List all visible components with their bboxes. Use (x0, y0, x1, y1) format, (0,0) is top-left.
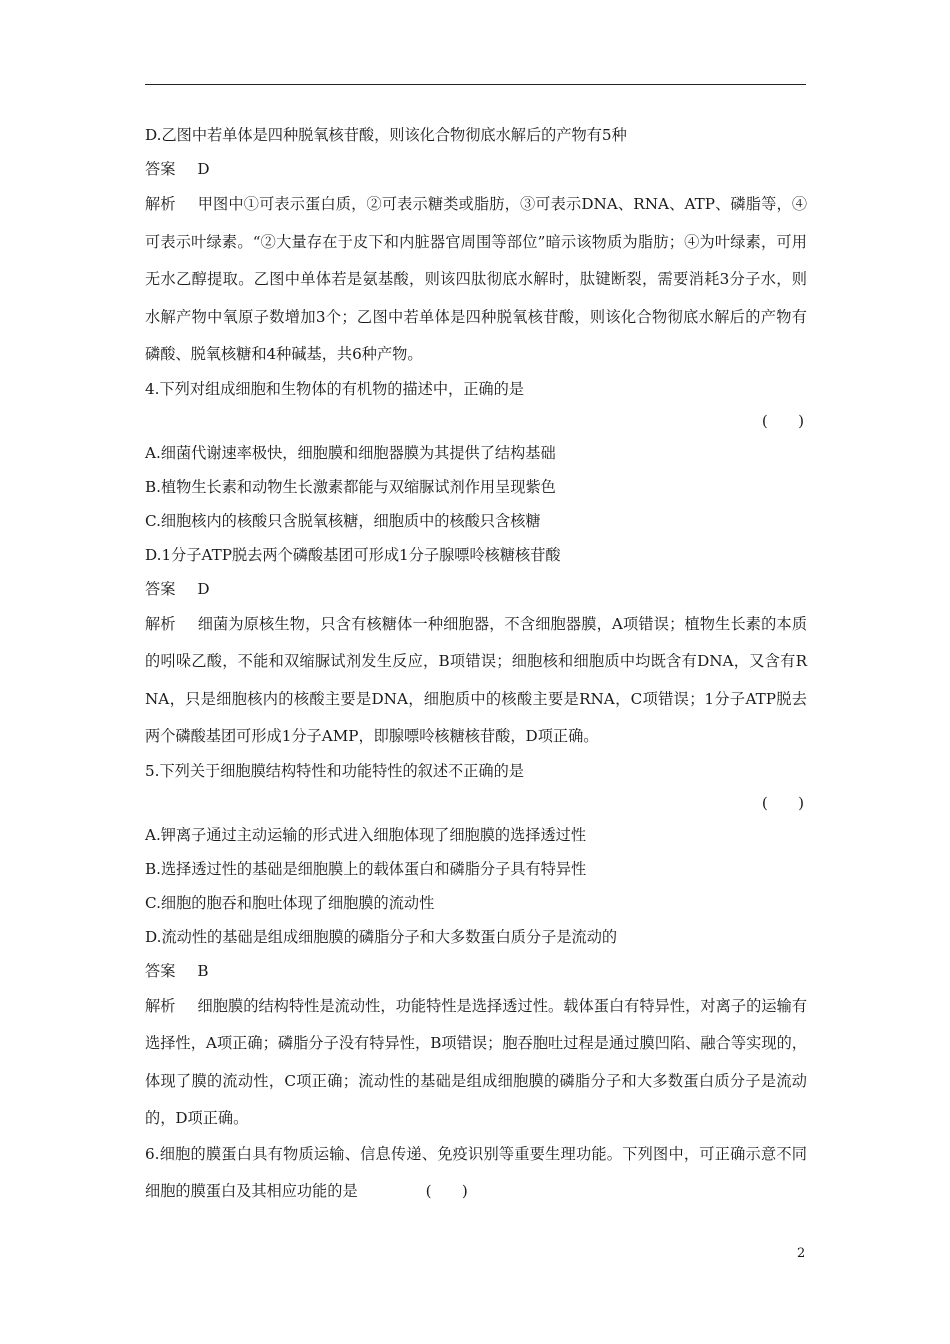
analysis-label: 解析 (145, 996, 176, 1015)
answer-value: D (197, 160, 210, 178)
q5-option-c: C.细胞的胞吞和胞吐体现了细胞膜的流动性 (145, 893, 435, 912)
q4-option-d: D.1分子ATP脱去两个磷酸基团可形成1分子腺嘌呤核糖核苷酸 (145, 545, 561, 564)
page-number: 2 (797, 1246, 806, 1261)
q4-answer-blank: ( ) (761, 411, 805, 430)
q6-answer-blank: ( ) (425, 1182, 468, 1200)
analysis-label: 解析 (145, 195, 176, 213)
page-content (145, 118, 807, 1209)
analysis-text: 甲图中①可表示蛋白质，②可表示糖类或脂肪，③可表示DNA、RNA、ATP、磷脂等，④可表示叶绿素。“②大量存在于皮下和内脏器官周围等部位”暗示该物质为脂肪；④为叶绿素，可用无水乙醇提取。乙图中单体若是氨基酸，则该四肽彻底水解时，肽键断裂，需要消耗3分子水，则水解产物中氧原子数增加3个；乙图中若单体是四种脱氧核苷酸，则该化合物彻底水解后的产物有磷酸、脱氧核糖和4种碱基，共6种产物。 (145, 195, 808, 363)
q5-option-b: B.选择透过性的基础是细胞膜上的载体蛋白和磷脂分子具有特异性 (145, 859, 587, 878)
q4-stem: 4.下列对组成细胞和生物体的有机物的描述中，正确的是 (145, 379, 524, 398)
q5-option-a: A.钾离子通过主动运输的形式进入细胞体现了细胞膜的选择透过性 (145, 825, 587, 844)
q5-answer (145, 954, 807, 988)
analysis-text: 细胞膜的结构特性是流动性，功能特性是选择透过性。载体蛋白有特异性，对离子的运输有选择性，A项正确；磷脂分子没有特异性，B项错误；胞吞胞吐过程是通过膜凹陷、融合等实现的，体现了膜的流动性，C项正确；流动性的基础是组成细胞膜的磷脂分子和大多数蛋白质分子是流动的，D项正确。 (145, 996, 808, 1127)
q5-analysis (145, 988, 807, 1138)
q4-answer (145, 572, 807, 606)
q4-analysis (145, 606, 807, 756)
q6-stem-text: 6.细胞的膜蛋白具有物质运输、信息传递、免疫识别等重要生理功能。下列图中，可正确示意不同细胞的膜蛋白及其相应功能的是 (145, 1144, 807, 1200)
q3-answer (145, 152, 807, 186)
answer-value: D (197, 579, 210, 598)
answer-value: B (197, 961, 209, 980)
q5-answer-blank: ( ) (761, 793, 805, 812)
q3-analysis (145, 186, 807, 374)
header-rule (145, 84, 806, 85)
analysis-text: 细菌为原核生物，只含有核糖体一种细胞器，不含细胞器膜，A项错误；植物生长素的本质的吲哚乙酸，不能和双缩脲试剂发生反应，B项错误；细胞核和细胞质中均既含有DNA，又含有RNA，只是细胞核内的核酸主要是DNA，细胞质中的核酸主要是RNA，C项错误；1分子ATP脱去两个磷酸基团可形成1分子AMP，即腺嘌呤核糖核苷酸，D项正确。 (145, 614, 808, 745)
answer-label: 答案 (145, 579, 176, 598)
q4-option-c: C.细胞核内的核酸只含脱氧核糖，细胞质中的核酸只含核糖 (145, 511, 541, 530)
q6-stem (145, 1136, 807, 1211)
q5-stem: 5.下列关于细胞膜结构特性和功能特性的叙述不正确的是 (145, 761, 524, 780)
analysis-label: 解析 (145, 614, 176, 633)
answer-label: 答案 (145, 961, 176, 980)
q3-option-d: D.乙图中若单体是四种脱氧核苷酸，则该化合物彻底水解后的产物有5种 (145, 126, 627, 144)
q4-option-b: B.植物生长素和动物生长激素都能与双缩脲试剂作用呈现紫色 (145, 477, 556, 496)
q4-option-a: A.细菌代谢速率极快，细胞膜和细胞器膜为其提供了结构基础 (145, 443, 556, 462)
answer-label: 答案 (145, 160, 176, 178)
q5-option-d: D.流动性的基础是组成细胞膜的磷脂分子和大多数蛋白质分子是流动的 (145, 927, 618, 946)
